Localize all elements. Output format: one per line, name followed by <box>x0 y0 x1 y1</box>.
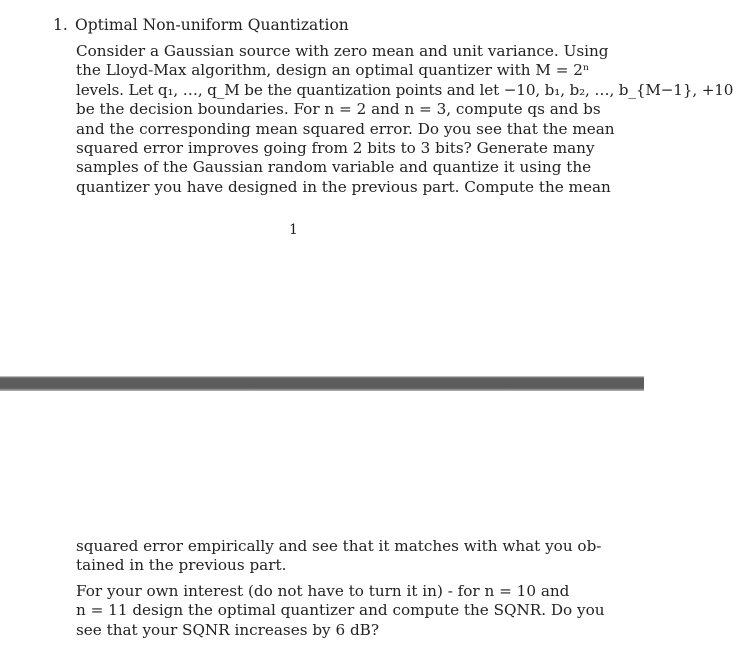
text-line: quantizer you have designed in the previous part. Compute the mean <box>76 177 611 196</box>
page-break-divider <box>0 376 644 391</box>
text-line: Consider a Gaussian source with zero mean and unit variance. Using <box>76 42 609 60</box>
problem-paragraph-1 <box>76 42 733 197</box>
text-line: n = 11 design the optimal quantizer and compute the SQNR. Do you <box>76 601 605 620</box>
text-line: squared error empirically and see that it matches with what you ob- <box>76 537 602 555</box>
problem-paragraph-2 <box>76 582 605 640</box>
problem-title: Optimal Non-uniform Quantization <box>75 16 349 34</box>
document-page-2 <box>0 391 644 651</box>
text-line: samples of the Gaussian random variable and quantize it using the <box>76 158 592 177</box>
text-line: and the corresponding mean squared error. Do you see that the mean <box>76 119 615 138</box>
text-line: For your own interest (do not have to turn it in) - for n = 10 and <box>76 582 570 600</box>
text-line: be the decision boundaries. For n = 2 and n = 3, compute qs and bs <box>76 100 601 119</box>
problem-number: 1. <box>53 16 68 34</box>
text-line: see that your SQNR increases by 6 dB? <box>76 620 379 639</box>
text-line: levels. Let q₁, …, q_M be the quantization points and let −10, b₁, b₂, …, b_{M−1}, +10 <box>76 80 733 99</box>
text-line: squared error improves going from 2 bits to 3 bits? Generate many <box>76 139 595 158</box>
text-line: tained in the previous part. <box>76 556 287 575</box>
problem-paragraph-continued <box>76 537 602 576</box>
page-number: 1 <box>289 222 298 238</box>
text-line: the Lloyd-Max algorithm, design an optimal quantizer with M = 2ⁿ <box>76 61 590 80</box>
problem-heading <box>53 15 349 35</box>
